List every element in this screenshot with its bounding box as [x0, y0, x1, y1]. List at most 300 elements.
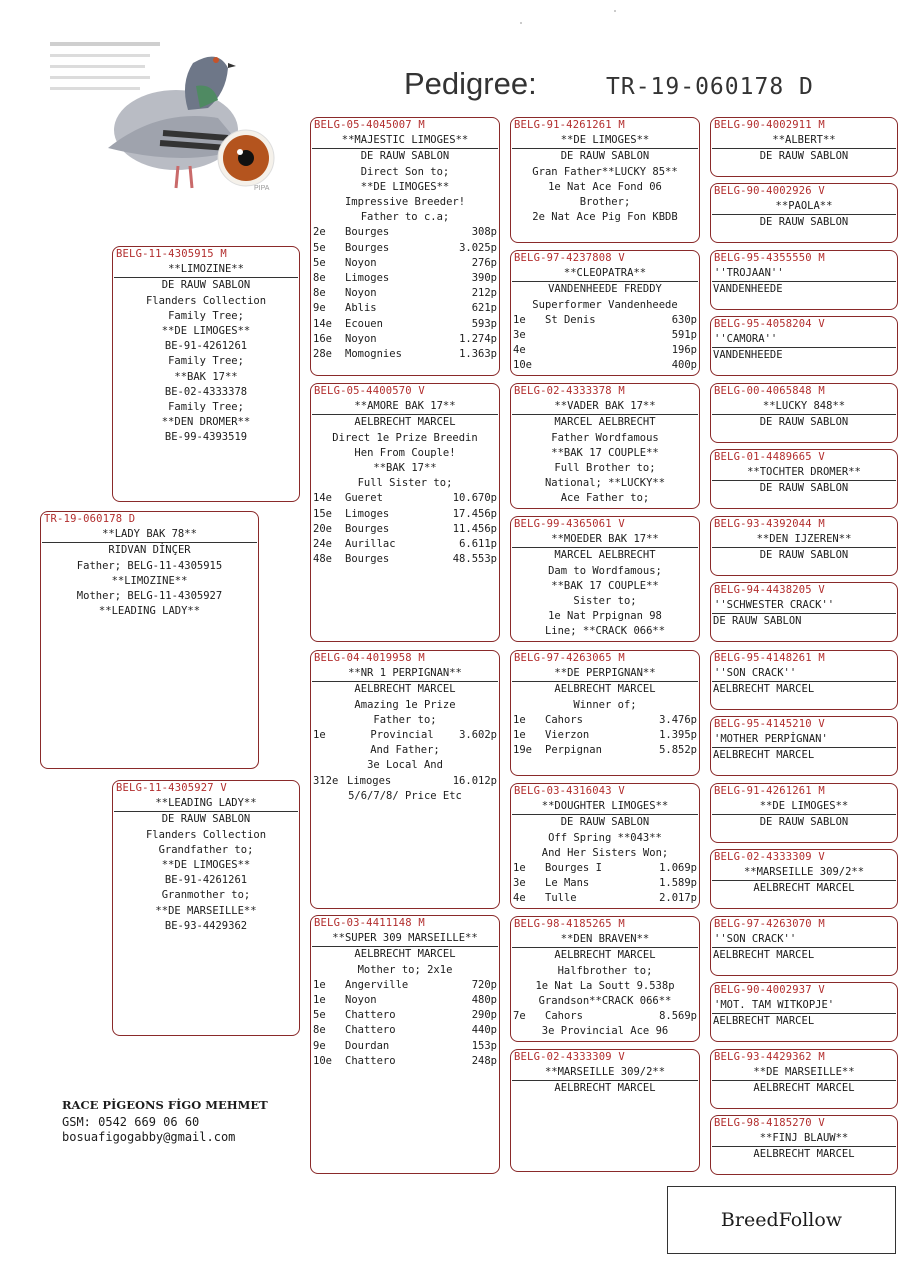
result-place: Chattero — [345, 1054, 396, 1067]
result-row — [311, 1039, 499, 1054]
result-row — [311, 993, 499, 1008]
pigeon-name: **MARSEILLE 309/2** — [512, 1065, 698, 1081]
result-row — [511, 713, 699, 728]
result-place: Provincial — [370, 729, 434, 742]
pigeon-name: ''SON CRACK'' — [712, 932, 896, 948]
info-line: Brother; — [579, 196, 631, 209]
ancestor-card[interactable] — [510, 117, 700, 243]
result-rank: 48e — [313, 553, 332, 566]
result-place: Aurillac — [345, 538, 396, 551]
result-place: Limoges — [345, 272, 390, 285]
result-row — [311, 491, 499, 506]
info-line: **DE LIMOGES** — [161, 325, 251, 338]
result-rank: 15e — [313, 507, 332, 520]
result-rank: 1e — [313, 994, 326, 1007]
result-count: 593p — [471, 317, 497, 330]
dam-card[interactable] — [112, 780, 300, 1036]
result-row — [511, 328, 699, 343]
breeder-name: RACE PİGEONS FİGO MEHMET — [62, 1098, 268, 1112]
subject-ring-number: TR-19-060178 D — [606, 74, 814, 100]
result-count: 1.363p — [459, 348, 497, 361]
owner: AELBRECHT MARCEL — [753, 1148, 855, 1161]
ancestor-card-small[interactable] — [710, 1049, 898, 1109]
ancestor-card-small[interactable] — [710, 650, 898, 710]
result-count: 48.553p — [452, 553, 497, 566]
info-line: Sister to; — [573, 595, 637, 608]
granddam-paternal-card[interactable] — [310, 383, 500, 642]
result-place: Bourges — [345, 226, 390, 239]
result-row — [511, 343, 699, 358]
owner: DE RAUW SABLON — [360, 150, 450, 163]
result-place: Noyon — [345, 332, 377, 345]
ring-number: BELG-04-4019958 M — [314, 652, 425, 664]
pigeon-photo — [68, 38, 278, 198]
ring-number: BELG-90-4002911 M — [714, 119, 825, 131]
result-rank: 20e — [313, 522, 332, 535]
pigeon-name: ''SON CRACK'' — [712, 666, 896, 682]
owner: VANDENHEEDE — [713, 349, 783, 362]
pigeon-name: **DEN BRAVEN** — [512, 932, 698, 948]
granddam-maternal-card[interactable] — [310, 915, 500, 1174]
pigeon-name: **FINJ BLAUW** — [712, 1131, 896, 1147]
result-place: Noyon — [345, 994, 377, 1007]
result-rank: 9e — [313, 1039, 326, 1052]
owner: AELBRECHT MARCEL — [713, 1015, 815, 1028]
info-line: Halfbrother to; — [557, 964, 653, 977]
info-line: Winner of; — [573, 698, 637, 711]
result-rank: 1e — [513, 313, 526, 326]
result-rank: 7e — [513, 1010, 526, 1023]
result-place: Bourges I — [545, 862, 602, 875]
grandsire-paternal-card[interactable] — [310, 117, 500, 376]
ancestor-card[interactable] — [510, 516, 700, 642]
scan-speck — [614, 10, 616, 12]
info-line: Family Tree; — [168, 401, 244, 414]
result-count: 308p — [471, 226, 497, 239]
owner: DE RAUW SABLON — [560, 816, 650, 829]
owner: MARCEL AELBRECHT — [554, 416, 656, 429]
info-line: **DE LIMOGES** — [161, 859, 251, 872]
ring-number: BELG-98-4185265 M — [514, 918, 625, 930]
info-line: **DEN DROMER** — [161, 416, 251, 429]
ancestor-card-small[interactable] — [710, 383, 898, 443]
result-row — [311, 774, 499, 789]
ring-number: BELG-95-4355550 M — [714, 252, 825, 264]
pigeon-name: **ALBERT** — [712, 133, 896, 149]
info-line: Father to c.a; — [360, 211, 450, 224]
ring-number: BELG-02-4333309 V — [714, 851, 825, 863]
ring-number: BELG-05-4400570 V — [314, 385, 425, 397]
owner: AELBRECHT MARCEL — [554, 683, 656, 696]
info-line: And Father; — [370, 744, 440, 757]
result-count: 390p — [471, 272, 497, 285]
info-line: 1e Nat Ace Fond 06 — [548, 180, 662, 193]
ancestor-card-small[interactable] — [710, 449, 898, 509]
pigeon-name: **SUPER 309 MARSEILLE** — [312, 931, 498, 947]
pigeon-name: **DEN IJZEREN** — [712, 532, 896, 548]
result-place: Angerville — [345, 978, 409, 991]
info-line: Grandfather to; — [158, 843, 254, 856]
result-row — [511, 861, 699, 876]
result-rank: 1e — [513, 729, 526, 742]
ancestor-card[interactable] — [510, 783, 700, 909]
result-count: 591p — [671, 329, 697, 342]
owner: DE RAUW SABLON — [560, 150, 650, 163]
result-rank: 1e — [513, 862, 526, 875]
info-line: 1e Nat Prpignan 98 — [548, 610, 662, 623]
phone-number: GSM: 0542 669 06 60 — [62, 1115, 200, 1129]
owner: DE RAUW SABLON — [759, 216, 849, 229]
ring-number: BELG-97-4263065 M — [514, 652, 625, 664]
page-title: Pedigree: — [404, 66, 537, 101]
result-row — [311, 286, 499, 301]
result-count: 3.602p — [459, 729, 497, 742]
result-place — [545, 343, 672, 358]
result-row — [511, 728, 699, 743]
ancestor-card-small[interactable] — [710, 783, 898, 843]
info-line: Dam to Wordfamous; — [548, 564, 662, 577]
pigeon-name: **AMORE BAK 17** — [312, 399, 498, 415]
result-place: Vierzon — [545, 729, 590, 742]
info-line: Gran Father**LUCKY 85** — [532, 165, 678, 178]
owner: AELBRECHT MARCEL — [753, 882, 855, 895]
info-line: Direct 1e Prize Breedin — [332, 431, 478, 444]
pigeon-name: **LUCKY 848** — [712, 399, 896, 415]
pigeon-name: ''CAMORA'' — [712, 332, 896, 348]
pigeon-name: **DE PERPIGNAN** — [512, 666, 698, 682]
result-row — [511, 891, 699, 906]
ring-number: BELG-99-4365061 V — [514, 518, 625, 530]
info-line: Ace Father to; — [560, 492, 650, 505]
result-row — [511, 876, 699, 891]
subject-card[interactable] — [40, 511, 259, 769]
ring-number: BELG-90-4002926 V — [714, 185, 825, 197]
owner: VANDENHEEDE FREDDY — [548, 283, 662, 296]
info-line: **BAK 17 COUPLE** — [551, 446, 659, 459]
ancestor-card-small[interactable] — [710, 316, 898, 376]
ancestor-card[interactable] — [510, 1049, 700, 1172]
result-row — [511, 358, 699, 373]
result-place: Ecouen — [345, 317, 383, 330]
result-row — [511, 1009, 699, 1024]
info-line: **BAK 17** — [373, 462, 437, 475]
result-row — [311, 301, 499, 316]
info-line: Hen From Couple! — [354, 446, 456, 459]
info-line: 3e Provincial Ace 96 — [541, 1025, 669, 1038]
result-row — [511, 313, 699, 328]
result-row — [311, 552, 499, 567]
result-count: 2.017p — [659, 892, 697, 905]
owner: RIDVAN DİNÇER — [108, 544, 191, 557]
pigeon-name: 'MOT. TAM WITKOPJE' — [712, 998, 896, 1014]
info-line: Line; **CRACK 066** — [544, 625, 666, 638]
result-count: 3.476p — [659, 713, 697, 726]
result-place: Chattero — [345, 1009, 396, 1022]
result-rank: 24e — [313, 538, 332, 551]
info-line: **BAK 17** — [174, 370, 238, 383]
result-row — [311, 271, 499, 286]
ancestor-card[interactable] — [510, 916, 700, 1042]
result-count: 17.456p — [452, 507, 497, 520]
ring-number: BELG-93-4392044 M — [714, 518, 825, 530]
ring-number: BELG-91-4261261 M — [714, 785, 825, 797]
pigeon-name: 'MOTHER PERPİGNAN' — [712, 732, 896, 748]
result-count: 276p — [471, 256, 497, 269]
result-count: 480p — [471, 994, 497, 1007]
result-rank: 19e — [513, 744, 532, 757]
result-rank: 1e — [313, 729, 326, 742]
pigeon-name: **NR 1 PERPIGNAN** — [312, 666, 498, 682]
ring-number: BELG-93-4429362 M — [714, 1051, 825, 1063]
ring-number: BELG-97-4237808 V — [514, 252, 625, 264]
result-rank: 14e — [313, 317, 332, 330]
result-count: 3.025p — [459, 241, 497, 254]
info-line: BE-93-4429362 — [164, 919, 248, 932]
result-rank: 8e — [313, 1024, 326, 1037]
result-place: St Denis — [545, 313, 596, 326]
result-rank: 9e — [313, 302, 326, 315]
result-rank: 3e — [513, 877, 526, 890]
ancestor-card-small[interactable] — [710, 582, 898, 642]
owner: DE RAUW SABLON — [713, 615, 802, 628]
info-line: BE-91-4261261 — [164, 340, 248, 353]
svg-text:PIPA: PIPA — [254, 185, 270, 192]
info-line: **BAK 17 COUPLE** — [551, 579, 659, 592]
result-rank: 3e — [513, 329, 526, 342]
ring-number: BELG-97-4263070 M — [714, 918, 825, 930]
ancestor-card-small[interactable] — [710, 716, 898, 776]
ring-number: BELG-02-4333378 M — [514, 385, 625, 397]
info-line: **DE MARSEILLE** — [155, 904, 257, 917]
result-count: 196p — [671, 344, 697, 357]
ring-number: BELG-90-4002937 V — [714, 984, 825, 996]
result-place — [545, 358, 672, 373]
info-line: And Her Sisters Won; — [541, 846, 669, 859]
pigeon-name: **MOEDER BAK 17** — [512, 532, 698, 548]
grandsire-maternal-card[interactable] — [310, 650, 500, 909]
info-line: **LEADING LADY** — [98, 605, 201, 618]
info-line: Flanders Collection — [145, 294, 267, 307]
ancestor-card-small[interactable] — [710, 982, 898, 1042]
result-count: 6.611p — [459, 538, 497, 551]
result-rank: 14e — [313, 492, 332, 505]
info-line: BE-99-4393519 — [164, 431, 248, 444]
result-row — [311, 978, 499, 993]
owner: AELBRECHT MARCEL — [354, 683, 456, 696]
owner: AELBRECHT MARCEL — [713, 683, 815, 696]
info-line: **LIMOZINE** — [111, 574, 188, 587]
pigeon-name: **LIMOZINE** — [114, 262, 298, 278]
pigeon-name: **DE LIMOGES** — [512, 133, 698, 149]
brand-logo-box[interactable] — [667, 1186, 896, 1254]
pigeon-name: **DE LIMOGES** — [712, 799, 896, 815]
result-place: Bourges — [345, 241, 390, 254]
owner: AELBRECHT MARCEL — [713, 749, 815, 762]
result-place: Bourges — [345, 522, 390, 535]
result-place: Cahors — [545, 1010, 583, 1023]
pigeon-name: **PAOLA** — [712, 199, 896, 215]
result-count: 212p — [471, 287, 497, 300]
ring-number: TR-19-060178 D — [44, 513, 136, 525]
result-count: 1.589p — [659, 877, 697, 890]
ancestor-card-small[interactable] — [710, 849, 898, 909]
ancestor-card-small[interactable] — [710, 516, 898, 576]
info-line: Off Spring **043** — [548, 831, 662, 844]
pigeon-name: **VADER BAK 17** — [512, 399, 698, 415]
info-line: Father; BELG-11-4305915 — [76, 559, 223, 572]
info-line: Grandson**CRACK 066** — [538, 995, 672, 1008]
info-line: BE-91-4261261 — [164, 874, 248, 887]
pigeon-name: ''SCHWESTER CRACK'' — [712, 598, 896, 614]
result-rank: 28e — [313, 348, 332, 361]
result-count: 16.012p — [452, 774, 497, 787]
owner: AELBRECHT MARCEL — [554, 1082, 656, 1095]
ancestor-card-small[interactable] — [710, 250, 898, 310]
result-row — [311, 522, 499, 537]
ancestor-card-small[interactable] — [710, 117, 898, 177]
result-place: Limoges — [347, 774, 392, 787]
result-place: Le Mans — [545, 877, 590, 890]
info-line: National; **LUCKY** — [544, 477, 666, 490]
pigeon-name: **MAJESTIC LIMOGES** — [312, 133, 498, 149]
result-count: 290p — [471, 1009, 497, 1022]
result-place: Dourdan — [345, 1039, 390, 1052]
info-line: Family Tree; — [168, 309, 244, 322]
result-place: Limoges — [345, 507, 390, 520]
result-row — [311, 256, 499, 271]
info-line: 2e Nat Ace Pig Fon KBDB — [532, 211, 678, 224]
result-row — [311, 317, 499, 332]
owner: DE RAUW SABLON — [759, 482, 849, 495]
result-count: 630p — [671, 313, 697, 326]
result-row — [311, 1008, 499, 1023]
ring-number: BELG-00-4065848 M — [714, 385, 825, 397]
result-place: Tulle — [545, 892, 577, 905]
ring-number: BELG-02-4333309 V — [514, 1051, 625, 1063]
ancestor-card[interactable] — [510, 383, 700, 509]
result-count: 8.569p — [659, 1010, 697, 1023]
result-count: 400p — [671, 359, 697, 372]
result-place: Gueret — [345, 492, 383, 505]
result-rank: 16e — [313, 332, 332, 345]
result-place — [545, 328, 672, 343]
owner: MARCEL AELBRECHT — [554, 549, 656, 562]
result-count: 1.069p — [659, 862, 697, 875]
info-line: Superformer Vandenheede — [532, 298, 678, 311]
result-count: 10.670p — [452, 492, 497, 505]
result-place: Cahors — [545, 713, 583, 726]
result-row — [311, 225, 499, 240]
ancestor-card-small[interactable] — [710, 183, 898, 243]
owner: AELBRECHT MARCEL — [554, 949, 656, 962]
owner: DE RAUW SABLON — [759, 816, 849, 829]
result-row — [511, 743, 699, 758]
ancestor-card[interactable] — [510, 650, 700, 776]
info-line: 1e Nat La Soutt 9.538p — [535, 979, 675, 992]
result-rank: 10e — [313, 1054, 332, 1067]
info-line: BE-02-4333378 — [164, 385, 248, 398]
result-place: Noyon — [345, 287, 377, 300]
ring-number: BELG-94-4438205 V — [714, 584, 825, 596]
result-rank: 312e — [313, 774, 339, 787]
pigeon-name: **TOCHTER DROMER** — [712, 465, 896, 481]
ring-number: BELG-11-4305915 M — [116, 248, 227, 260]
info-line: Mother to; 2x1e — [357, 963, 453, 976]
result-place: Noyon — [345, 256, 377, 269]
result-count: 153p — [471, 1039, 497, 1052]
result-count: 11.456p — [452, 522, 497, 535]
pigeon-name: ''TROJAAN'' — [712, 266, 896, 282]
result-rank: 8e — [313, 287, 326, 300]
owner: DE RAUW SABLON — [759, 416, 849, 429]
ring-number: BELG-95-4145210 V — [714, 718, 825, 730]
ancestor-card-small[interactable] — [710, 1115, 898, 1175]
result-count: 248p — [471, 1054, 497, 1067]
info-line: Flanders Collection — [145, 828, 267, 841]
result-row — [311, 347, 499, 362]
email-address[interactable]: bosuafigogabby@gmail.com — [62, 1130, 236, 1144]
result-place: Bourges — [345, 553, 390, 566]
ring-number: BELG-91-4261261 M — [514, 119, 625, 131]
info-line: Full Brother to; — [554, 462, 656, 475]
info-line: Impressive Breeder! — [344, 196, 466, 209]
pigeon-name: **DOUGHTER LIMOGES** — [512, 799, 698, 815]
info-line: Father to; — [373, 713, 437, 726]
result-row — [311, 537, 499, 552]
info-line: Family Tree; — [168, 355, 244, 368]
ancestor-card[interactable] — [510, 250, 700, 376]
result-rank: 5e — [313, 256, 326, 269]
result-count: 5.852p — [659, 744, 697, 757]
result-place: Ablis — [345, 302, 377, 315]
result-count: 1.395p — [659, 729, 697, 742]
ring-number: BELG-03-4411148 M — [314, 917, 425, 929]
info-line: **DE LIMOGES** — [360, 180, 450, 193]
ancestor-card-small[interactable] — [710, 916, 898, 976]
info-line: Father Wordfamous — [551, 431, 659, 444]
ring-number: BELG-95-4148261 M — [714, 652, 825, 664]
info-line: Full Sister to; — [357, 477, 453, 490]
result-count: 1.274p — [459, 332, 497, 345]
result-rank: 4e — [513, 344, 526, 357]
sire-card[interactable] — [112, 246, 300, 502]
result-row — [311, 332, 499, 347]
ring-number: BELG-05-4045007 M — [314, 119, 425, 131]
result-row — [311, 728, 499, 743]
info-line: Direct Son to; — [360, 165, 450, 178]
result-rank: 2e — [313, 226, 326, 239]
ring-number: BELG-01-4489665 V — [714, 451, 825, 463]
pigeon-name: **MARSEILLE 309/2** — [712, 865, 896, 881]
info-line: Mother; BELG-11-4305927 — [76, 590, 223, 603]
result-rank: 10e — [513, 359, 532, 372]
brand-name: BreedFollow — [720, 1209, 843, 1231]
ring-number: BELG-11-4305927 V — [116, 782, 227, 794]
info-line: 5/6/7/8/ Price Etc — [348, 789, 462, 802]
ring-number: BELG-95-4058204 V — [714, 318, 825, 330]
ring-number: BELG-03-4316043 V — [514, 785, 625, 797]
owner: AELBRECHT MARCEL — [713, 949, 815, 962]
pigeon-name: **LADY BAK 78** — [42, 527, 257, 543]
pigeon-name: **LEADING LADY** — [114, 796, 298, 812]
result-count: 720p — [471, 978, 497, 991]
result-row — [311, 1054, 499, 1069]
result-row — [311, 241, 499, 256]
scan-speck — [520, 22, 522, 24]
result-place: Momognies — [345, 348, 402, 361]
result-rank: 1e — [313, 978, 326, 991]
owner: AELBRECHT MARCEL — [753, 1082, 855, 1095]
